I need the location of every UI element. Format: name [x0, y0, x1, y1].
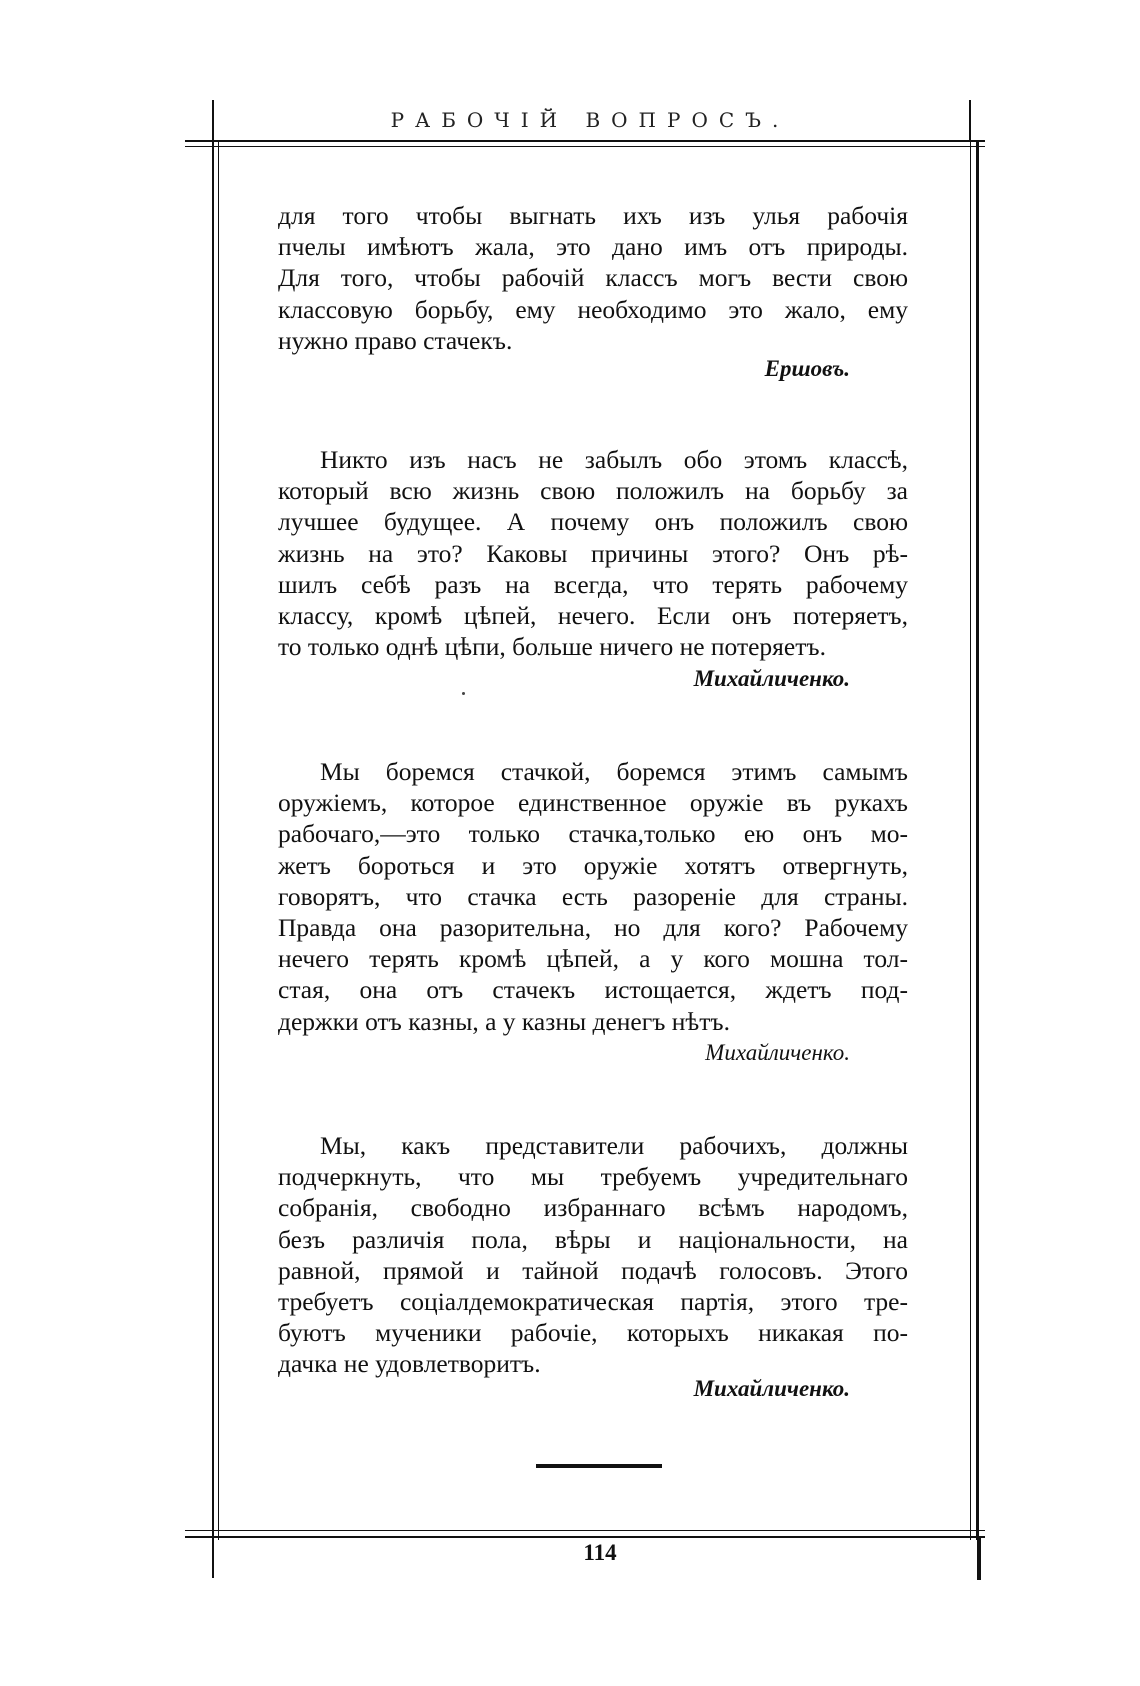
- passage-4-line-3: собранія, свободно избраннаго всѣмъ народомъ,: [278, 1193, 908, 1223]
- frame-left-inner: [218, 140, 219, 1540]
- passage-1-line-2: пчелы имѣютъ жала, это дано имъ отъ природы.: [278, 232, 908, 262]
- passage-4-line-8: дачка не удовлетворитъ.: [278, 1349, 541, 1379]
- passage-2-line-6: классу, кромѣ цѣпей, нечего. Если онъ потеряетъ,: [278, 601, 908, 631]
- passage-3-line-6: Правда она разорительна, но для кого? Рабочему: [278, 913, 908, 943]
- passage-1-line-1: для того чтобы выгнать ихъ изъ улья рабочія: [278, 201, 908, 230]
- passage-3-line-3: рабочаго,—это только стачка,только ею онъ мо-: [278, 819, 908, 849]
- passage-2-line-1: Никто изъ насъ не забылъ обо этомъ классѣ,: [320, 445, 908, 474]
- passage-3: [278, 756, 908, 1037]
- frame-left-outer: [212, 140, 214, 1540]
- frame-right-top-stub: [969, 100, 971, 140]
- passage-4-author: Михайличенко.: [693, 1376, 850, 1401]
- passage-4-line-5: равной, прямой и тайной подачѣ голосовъ. Этого: [278, 1255, 908, 1285]
- passage-3-line-9: держки отъ казны, а у казны денегъ нѣтъ.: [278, 1006, 730, 1036]
- passage-1: [278, 200, 908, 356]
- passage-4-line-6: требуетъ соціалдемократическая партія, этого тре-: [278, 1287, 908, 1317]
- frame-bottom-rule-1: [185, 1530, 985, 1531]
- passage-3-line-1: Мы боремся стачкой, боремся этимъ самымъ: [320, 757, 908, 786]
- passage-1-line-5: нужно право стачекъ.: [278, 325, 513, 355]
- passage-3-line-5: говорятъ, что стачка есть разореніе для страны.: [278, 881, 908, 911]
- frame-top-rule-2: [185, 146, 985, 147]
- passage-4-line-4: безъ различія пола, вѣры и національности, на: [278, 1224, 908, 1254]
- passage-2: [278, 444, 908, 662]
- passage-3-line-2: оружіемъ, которое единственное оружіе въ рукахъ: [278, 788, 908, 818]
- frame-top-rule-1: [185, 140, 985, 142]
- passage-2-line-4: жизнь на это? Каковы причины этого? Онъ рѣ-: [278, 538, 908, 568]
- passage-1-line-4: классовую борьбу, ему необходимо это жало, ему: [278, 294, 908, 324]
- frame-right-bottom-stub: [977, 1536, 981, 1580]
- passage-3-author: Михайличенко.: [705, 1040, 850, 1065]
- passage-3-line-4: жетъ бороться и это оружіе хотятъ отвергнуть,: [278, 850, 908, 880]
- ink-speck: [462, 692, 465, 695]
- passage-2-line-7: то только однѣ цѣпи, больше ничего не потеряетъ.: [278, 632, 826, 662]
- passage-2-line-3: лучшее будущее. А почему онъ положилъ свою: [278, 507, 908, 537]
- passage-2-author: Михайличенко.: [693, 666, 850, 691]
- passage-4-line-1: Мы, какъ представители рабочихъ, должны: [320, 1131, 908, 1160]
- passage-3-line-8: стая, она отъ стачекъ истощается, ждетъ под-: [278, 975, 908, 1005]
- frame-bottom-rule-2: [185, 1536, 985, 1538]
- frame-left-top-stub: [212, 100, 214, 140]
- frame-right-outer: [976, 140, 979, 1540]
- frame-right-inner: [970, 140, 971, 1540]
- passage-1-author: Ершовъ.: [764, 356, 850, 381]
- passage-4-line-2: подчеркнуть, что мы требуемъ учредительнаго: [278, 1162, 908, 1192]
- closing-rule: [536, 1464, 662, 1468]
- page-number: 114: [583, 1540, 617, 1565]
- passage-2-line-2: который всю жизнь свою положилъ на борьбу за: [278, 476, 908, 506]
- frame-left-bottom-stub: [212, 1536, 214, 1578]
- passage-4-line-7: буютъ мученики рабочіе, которыхъ никакая по-: [278, 1318, 908, 1348]
- passage-4: [278, 1130, 908, 1380]
- passage-3-line-7: нечего терять кромѣ цѣпей, а у кого мошна тол-: [278, 944, 908, 974]
- passage-1-line-3: Для того, чтобы рабочій классъ могъ вести свою: [278, 263, 908, 293]
- running-title: РАБОЧІЙ ВОПРОСЪ.: [390, 108, 790, 132]
- passage-2-line-5: шилъ себѣ разъ на всегда, что терять рабочему: [278, 569, 908, 599]
